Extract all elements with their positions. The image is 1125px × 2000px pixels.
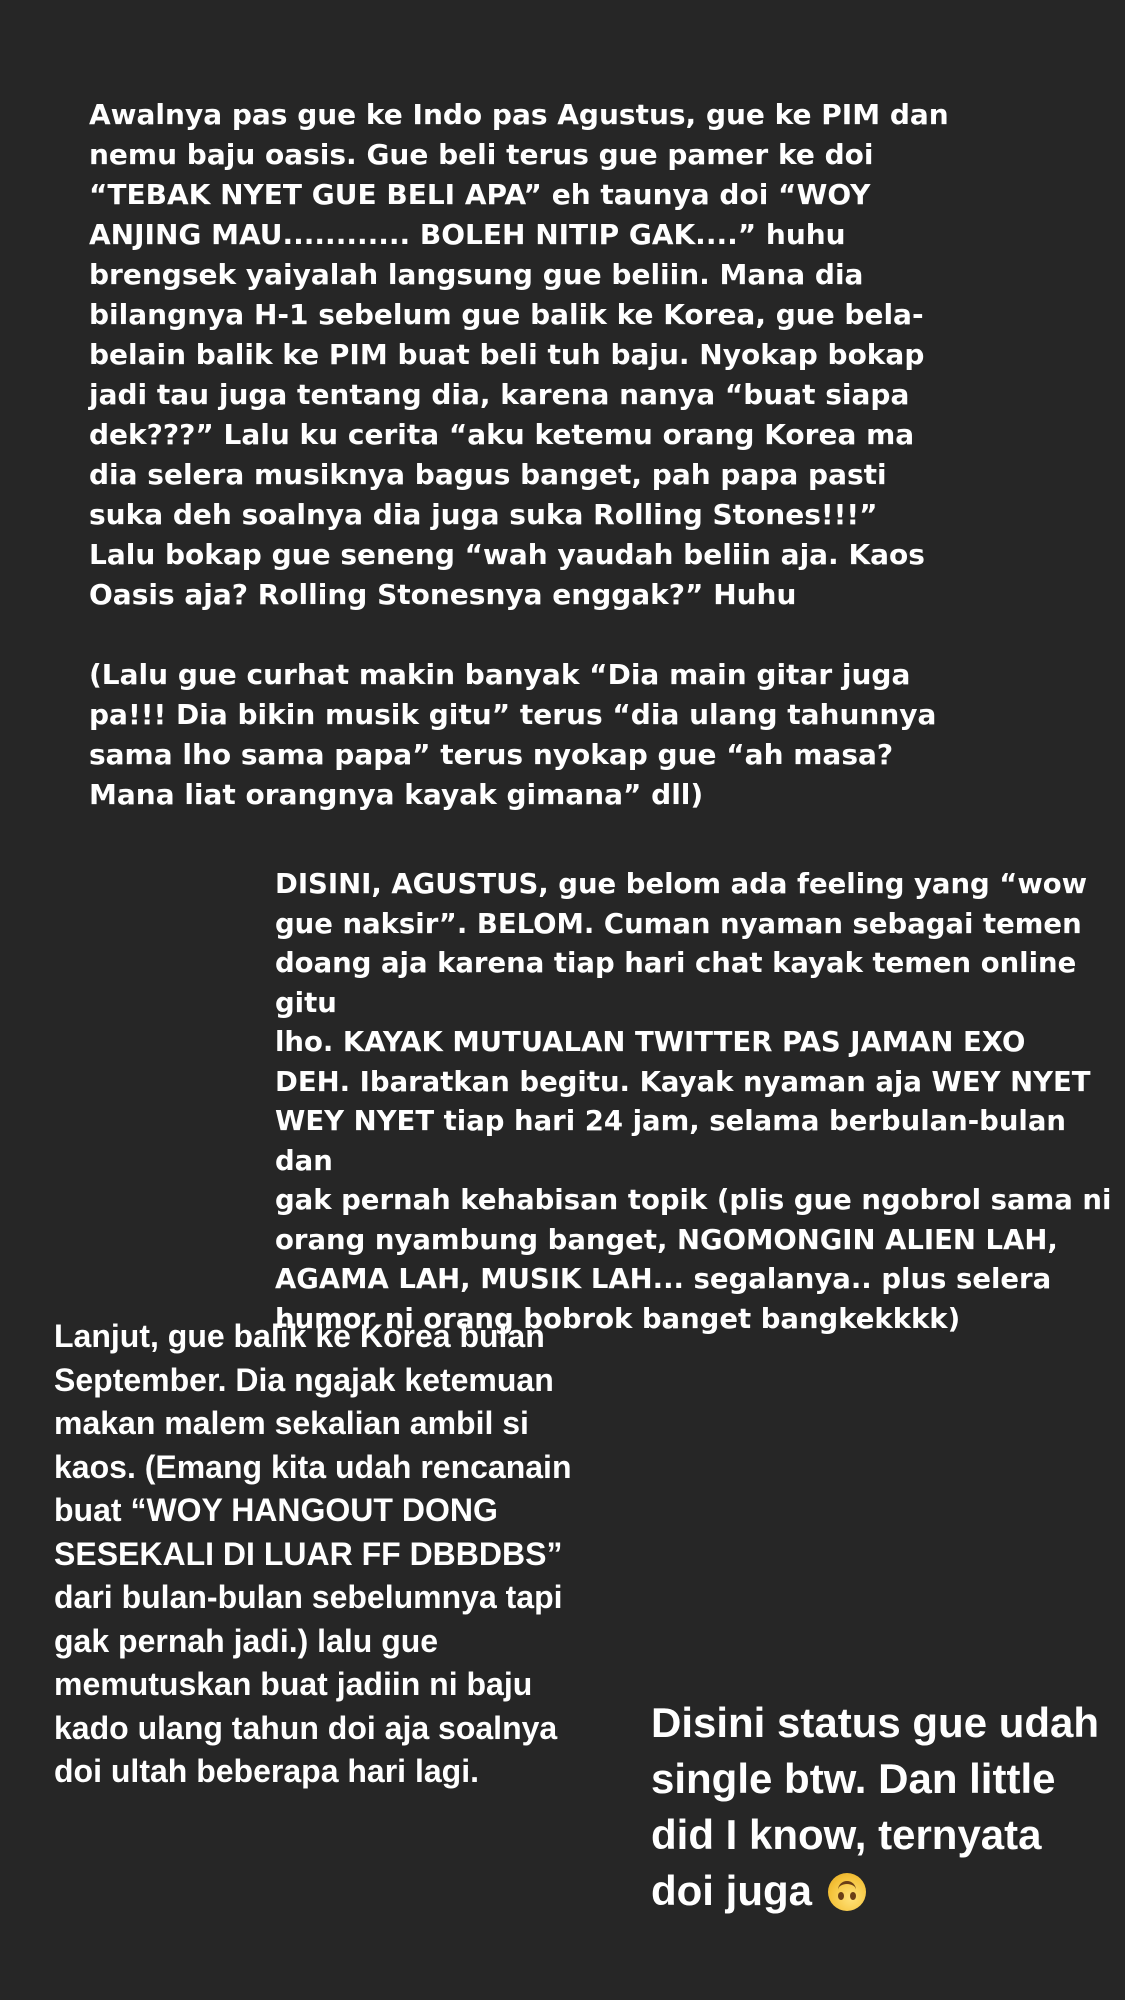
- single-status-text: Disini status gue udah single btw. Dan little did I know, ternyata doi juga: [651, 1699, 1100, 1914]
- story-paragraph-curhat: (Lalu gue curhat makin banyak “Dia main gitar juga pa!!! Dia bikin musik gitu” terus “dia ulang tahunnya sama lho sama papa” terus nyokap gue “ah masa? Mana liat orangnya kayak gimana” dll): [89, 658, 937, 811]
- upside-down-face-icon: [828, 1873, 866, 1911]
- story-paragraph-september: Lanjut, gue balik ke Korea bulan September. Dia ngajak ketemuan makan malem sekalian ambil si kaos. (Emang kita udah rencanain buat “WOY HANGOUT DONG SESEKALI DI LUAR FF DBBDBS” dari bulan-bulan sebelumnya tapi gak pernah jadi.) lalu gue memutuskan buat jadiin ni baju kado ulang tahun doi aja soalnya doi ultah beberapa hari lagi.: [54, 1318, 572, 1789]
- story-paragraph-oasis-shirt: Awalnya pas gue ke Indo pas Agustus, gue ke PIM dan nemu baju oasis. Gue beli terus gue pamer ke doi “TEBAK NYET GUE BELI APA” eh taunya doi “WOY ANJING MAU............ BOLEH NITIP GAK....” huhu brengsek yaiyalah langsung gue beliin. Mana dia bilangnya H-1 sebelum gue balik ke Korea, gue bela- belain balik ke PIM buat beli tuh baju. Nyokap bokap jadi tau juga tentang dia, karena nanya “buat siapa dek???” Lalu ku cerita “aku ketemu orang Korea ma dia selera musiknya bagus banget, pah papa pasti suka deh soalnya dia juga suka Rolling Stones!!!” Lalu bokap gue seneng “wah yaudah beliin aja. Kaos Oasis aja? Rolling Stonesnya enggak?” Huhu: [89, 98, 949, 611]
- story-paragraph-single-status: [651, 1695, 1121, 1919]
- story-paragraph-agustus: DISINI, AGUSTUS, gue belom ada feeling yang “wow gue naksir”. BELOM. Cuman nyaman sebagai temen doang aja karena tiap hari chat kayak temen online gitu lho. KAYAK MUTUALAN TWITTER PAS JAMAN EXO DEH. Ibaratkan begitu. Kayak nyaman aja WEY NYET WEY NYET tiap hari 24 jam, selama berbulan-bulan dan gak pernah kehabisan topik (plis gue ngobrol sama ni orang nyambung banget, NGOMONGIN ALIEN LAH, AGAMA LAH, MUSIK LAH... segalanya.. plus selera humor ni orang bobrok banget bangkekkkk): [275, 868, 1112, 1335]
